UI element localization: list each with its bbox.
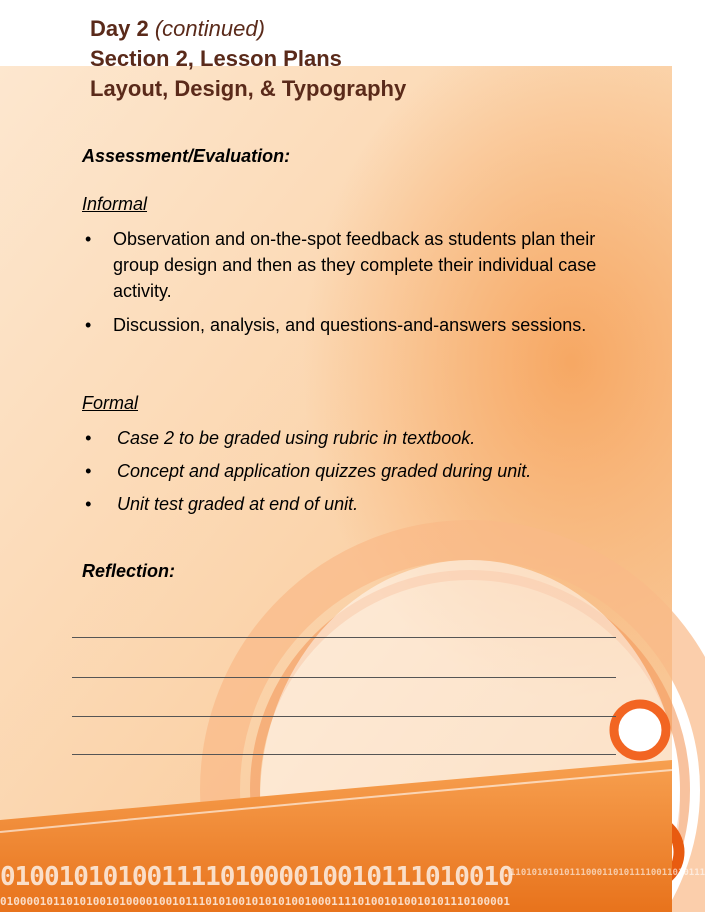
reflection-writing-lines (72, 600, 616, 756)
binary-pattern-large: 01001010100111101000010010111010010 (0, 862, 513, 892)
binary-pattern-small: 01000010110101001010000100101110101001010101001000111101001010010101110100001 (0, 895, 510, 908)
section-title: Section 2, Lesson Plans (90, 46, 342, 71)
page-header (90, 14, 406, 104)
informal-list (82, 226, 612, 338)
informal-label: Informal (82, 194, 148, 214)
list-item: • Concept and application quizzes graded during unit. (82, 458, 622, 484)
assessment-heading: Assessment/Evaluation: (82, 146, 291, 166)
writing-line (72, 716, 616, 717)
list-item: • Observation and on-the-spot feedback as students plan their group design and then as they complete their individual case activity. (82, 226, 612, 304)
formal-label: Formal (82, 393, 139, 413)
list-item: • Case 2 to be graded using rubric in textbook. (82, 425, 622, 451)
lesson-subtitle: Layout, Design, & Typography (90, 76, 407, 101)
list-item: • Unit test graded at end of unit. (82, 491, 622, 517)
list-item: • Discussion, analysis, and questions-and-answers sessions. (82, 312, 612, 338)
writing-line (72, 677, 616, 678)
binary-pattern-right: 110101010101110001101011110011010111 (510, 868, 705, 878)
writing-line (72, 637, 616, 638)
continued-label: (continued) (154, 16, 265, 41)
formal-list (82, 425, 622, 517)
reflection-heading: Reflection: (82, 561, 176, 581)
writing-line (72, 754, 616, 755)
day-title (90, 14, 406, 44)
day-label: Day 2 (90, 16, 149, 41)
